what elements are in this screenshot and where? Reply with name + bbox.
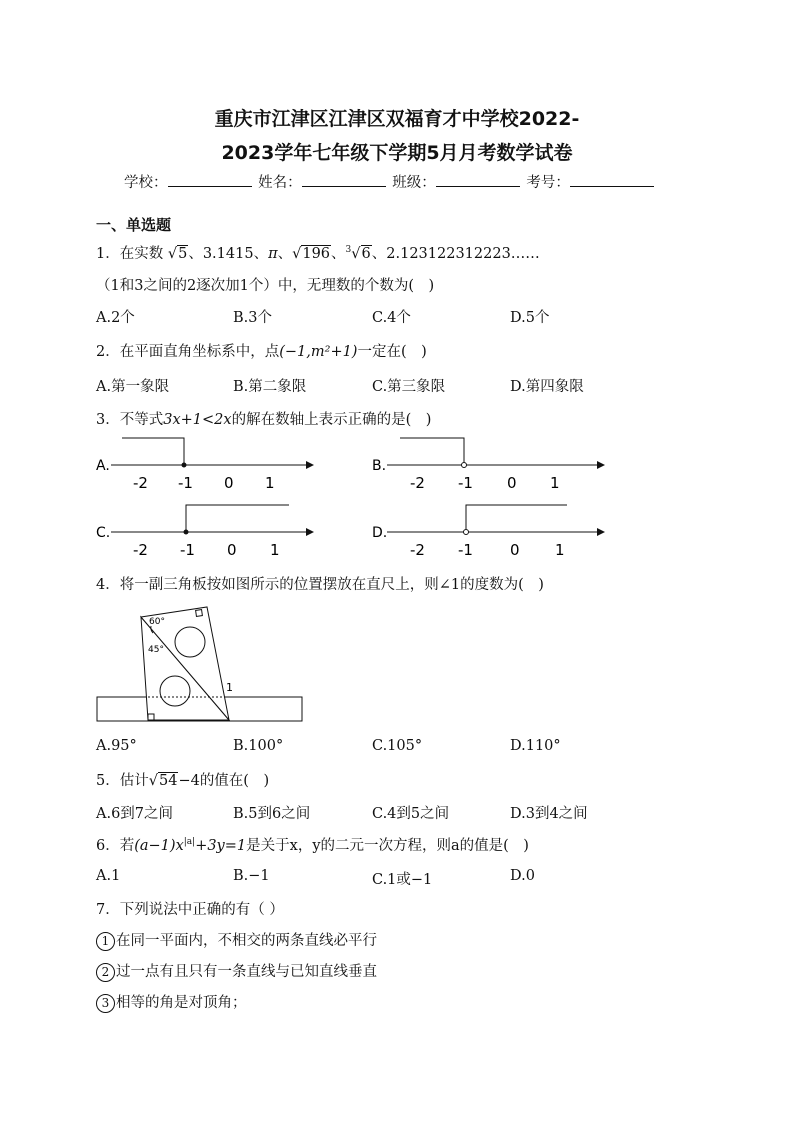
q3-point-b: [462, 463, 467, 468]
q3-label-b[interactable]: B.: [372, 458, 387, 474]
q3-point-d: [464, 530, 469, 535]
q3-region-c: [186, 505, 289, 532]
q2-stem: 2．在平面直角坐标系中，点(−1,m²+1)一定在( ): [96, 344, 427, 360]
svg-text:-1: -1: [458, 474, 473, 492]
q5-option-a[interactable]: A.6到7之间: [96, 806, 174, 822]
q5-minus: −4: [178, 773, 200, 789]
q4-option-b[interactable]: B.100°: [233, 738, 284, 754]
q1-option-a[interactable]: A.2个: [96, 310, 135, 326]
svg-text:0: 0: [227, 541, 237, 559]
q4-label-60: 60°: [149, 617, 165, 627]
q5-option-b[interactable]: B.5到6之间: [233, 806, 311, 822]
q3-point-a: [182, 463, 187, 468]
q4-label-1: 1: [226, 681, 233, 694]
svg-text:-2: -2: [133, 541, 148, 559]
q5-option-d[interactable]: D.3到4之间: [510, 806, 588, 822]
q7-statement-2: 2 过一点有且只有一条直线与已知直线垂直: [96, 960, 377, 982]
q1-option-c[interactable]: C.4个: [372, 310, 411, 326]
q1-root-2: 196: [302, 246, 331, 262]
school-label: 学校：: [124, 175, 168, 191]
svg-text:-2: -2: [410, 541, 425, 559]
title-line-1: 重庆市江津区江津区双福育才中学校2022-: [214, 108, 580, 130]
q6-option-d[interactable]: D.0: [510, 868, 535, 884]
svg-text:0: 0: [510, 541, 520, 559]
q2-option-a[interactable]: A.第一象限: [96, 379, 170, 395]
q3-label-c[interactable]: C.: [96, 525, 111, 541]
q3-inequality: 3x+1<2x: [163, 412, 232, 428]
svg-text:1: 1: [270, 541, 280, 559]
title-line-2: 2023学年七年级下学期5月月考数学试卷: [221, 142, 573, 164]
svg-text:-1: -1: [458, 541, 473, 559]
q4-label-45: 45°: [148, 645, 164, 655]
q5-stem: 5．估计√54−4的值在( ): [96, 773, 270, 789]
q5-radicand: 54: [158, 773, 178, 789]
q3-stem: 3．不等式3x+1<2x的解在数轴上表示正确的是( ): [96, 412, 432, 428]
q3-ticks-b: [410, 474, 560, 492]
q3-point-c: [184, 530, 189, 535]
svg-text:-1: -1: [178, 474, 193, 492]
circled-number-2: 2: [96, 963, 115, 982]
q3-region-a: [122, 438, 184, 465]
q1-root-3: 6: [361, 246, 371, 262]
q1-stem-line2: （1和3之间的2逐次加1个）中，无理数的个数为( ): [96, 278, 435, 294]
circled-number-3: 3: [96, 994, 115, 1013]
q2-option-b[interactable]: B.第二象限: [233, 379, 307, 395]
svg-text:1: 1: [550, 474, 560, 492]
q1-cube-index: 3: [345, 245, 352, 256]
q2-point: (−1,m²+1): [279, 344, 358, 360]
q6-equation-base: (a−1)x: [134, 838, 184, 854]
svg-text:0: 0: [507, 474, 517, 492]
svg-text:-2: -2: [133, 474, 148, 492]
section-heading: 一、单选题: [96, 216, 172, 234]
q1-stem: 1．在实数 √5、3.1415、π、√196、$^3$√6、2.123122312223……: [96, 245, 540, 262]
q7-stem: 7．下列说法中正确的有（ ）: [96, 902, 284, 918]
q5-option-c[interactable]: C.4到5之间: [372, 806, 450, 822]
q3-label-d[interactable]: D.: [372, 525, 388, 541]
svg-text:-1: -1: [180, 541, 195, 559]
q3-region-d: [466, 505, 567, 529]
svg-text:-2: -2: [410, 474, 425, 492]
q4-option-d[interactable]: D.110°: [510, 738, 561, 754]
svg-text:0: 0: [224, 474, 234, 492]
q3-region-b: [400, 438, 464, 462]
q1-option-b[interactable]: B.3个: [233, 310, 272, 326]
q3-ticks-c: [133, 541, 280, 559]
q6-option-c[interactable]: C.1或−1: [372, 872, 433, 888]
q7-statement-1: 1 在同一平面内，不相交的两条直线必平行: [96, 929, 377, 951]
q3-label-a[interactable]: A.: [96, 458, 110, 474]
q6-equation-rest: +3y=1: [195, 838, 247, 854]
svg-text:1: 1: [265, 474, 275, 492]
q4-option-a[interactable]: A.95°: [96, 738, 137, 754]
q4-figure: [97, 607, 302, 721]
q4-stem: 4．将一副三角板按如图所示的位置摆放在直尺上，则∠1的度数为( ): [96, 577, 544, 593]
svg-text:1: 1: [555, 541, 565, 559]
q4-option-c[interactable]: C.105°: [372, 738, 423, 754]
q1-root-1: 5: [178, 246, 188, 262]
q6-stem: 6．若$(a-1)x^{|a|}+3y=1$是关于x，y的二元一次方程，则a的值是( ): [96, 837, 529, 854]
q6-option-b[interactable]: B.−1: [233, 868, 270, 884]
q6-exponent: |a|: [183, 837, 196, 848]
class-label: 班级：: [392, 175, 436, 191]
q3-ticks-d: [410, 541, 565, 559]
q7-statement-3: 3 相等的角是对顶角；: [96, 991, 247, 1013]
q1-option-d[interactable]: D.5个: [510, 310, 550, 326]
exam-number-label: 考号：: [526, 175, 570, 191]
q2-option-d[interactable]: D.第四象限: [510, 379, 584, 395]
q3-ticks-a: [133, 474, 275, 492]
circled-number-1: 1: [96, 932, 115, 951]
q2-option-c[interactable]: C.第三象限: [372, 379, 446, 395]
q6-option-a[interactable]: A.1: [96, 868, 121, 884]
name-label: 姓名：: [258, 175, 302, 191]
